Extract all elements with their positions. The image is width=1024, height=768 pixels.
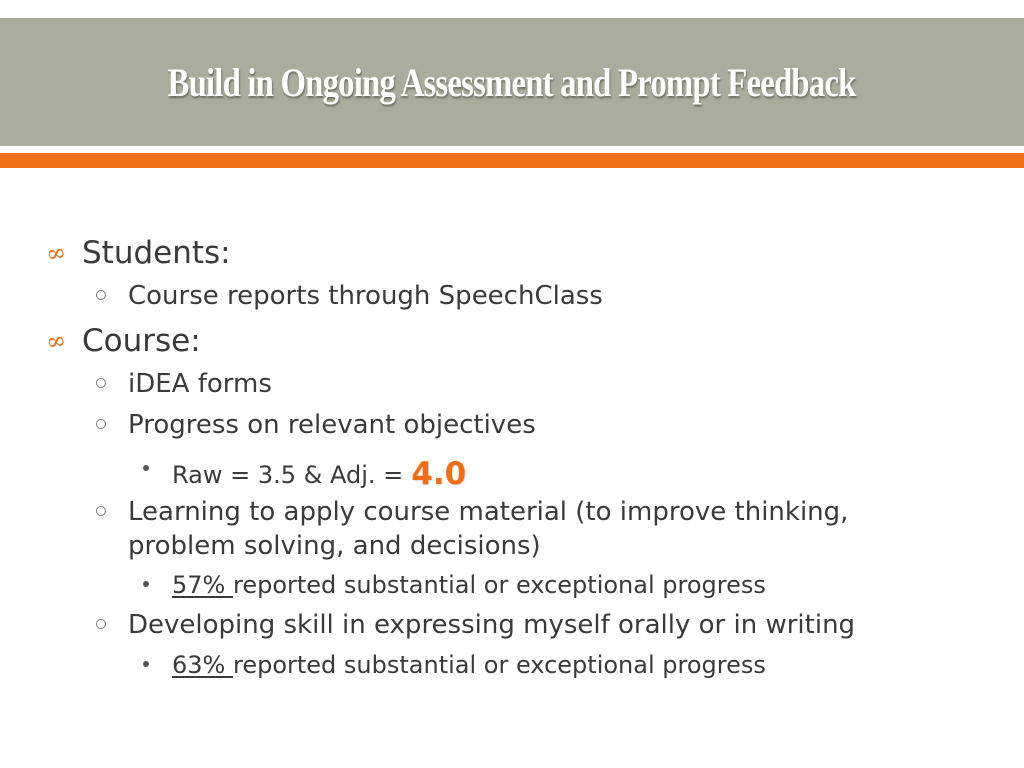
percent-value: 63% bbox=[172, 651, 233, 679]
bullet-text: iDEA forms bbox=[128, 369, 272, 399]
hollow-circle-bullet-icon bbox=[96, 419, 106, 429]
slide-title: Build in Ongoing Assessment and Prompt Feedback bbox=[167, 59, 857, 105]
bullet-text bbox=[172, 455, 466, 491]
bullet-text: Students: bbox=[82, 235, 231, 271]
filled-dot-bullet-icon bbox=[143, 661, 149, 667]
bullet-text bbox=[172, 651, 766, 679]
filled-dot-bullet-icon bbox=[143, 581, 149, 587]
bullet-text-continued: problem solving, and decisions) bbox=[128, 531, 541, 561]
bullet-text bbox=[172, 571, 766, 599]
adjusted-score-highlight: 4.0 bbox=[411, 456, 467, 492]
script-curl-bullet-icon: ∞ bbox=[44, 325, 68, 357]
bullet-text: Course reports through SpeechClass bbox=[128, 281, 603, 311]
hollow-circle-bullet-icon bbox=[96, 290, 106, 300]
bullet-text: Course: bbox=[82, 323, 201, 359]
percent-description: reported substantial or exceptional progress bbox=[232, 651, 766, 679]
filled-dot-bullet-icon bbox=[143, 465, 149, 471]
bullet-text: Learning to apply course material (to improve thinking, bbox=[128, 497, 849, 527]
bullet-text: Progress on relevant objectives bbox=[128, 410, 536, 440]
hollow-circle-bullet-icon bbox=[96, 506, 106, 516]
bullet-text: Developing skill in expressing myself orally or in writing bbox=[128, 610, 856, 640]
script-curl-bullet-icon: ∞ bbox=[44, 237, 68, 269]
percent-value: 57% bbox=[172, 571, 233, 599]
percent-description: reported substantial or exceptional progress bbox=[232, 571, 766, 599]
hollow-circle-bullet-icon bbox=[96, 378, 106, 388]
raw-score-text: Raw = 3.5 & Adj. = bbox=[172, 461, 404, 489]
hollow-circle-bullet-icon bbox=[96, 619, 106, 629]
